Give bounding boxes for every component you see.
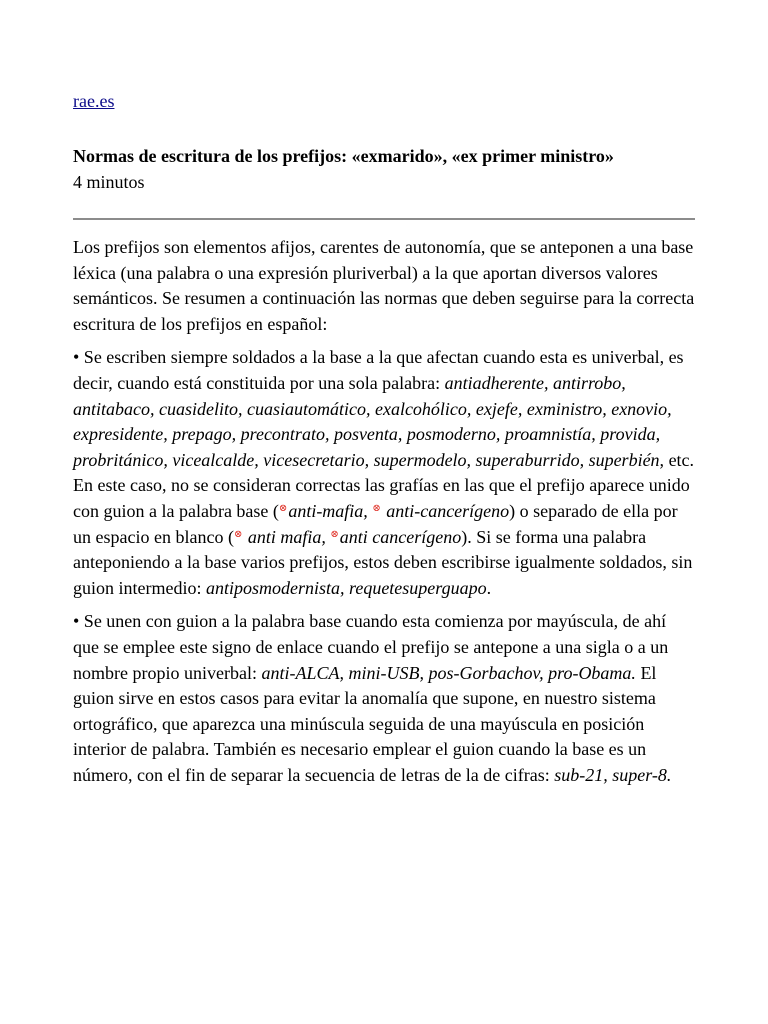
article [73,89,695,788]
intro-paragraph: Los prefijos son elementos afijos, carentes de autonomía, que se anteponen a una base léxica (una palabra o una expresión pluriverbal) a la que aportan diversos valores semánticos. Se resumen a continuación las normas que deben seguirse para la correcta escritura de los prefijos en español: [73,237,695,334]
rule-text: El guion sirve en estos casos para evitar la anomalía que supone, en nuestro sistema ortográfico, que aparezca una minúscula seguida de una mayúscula en posición interior de palabra. También es necesario emplear el guion cuando la base es un número, con el fin de separar la secuencia de letras de la de cifras: [73,662,657,785]
example-words: antiposmodernista, requetesuperguapo [205,577,487,598]
rule-paragraph-hyphen [73,609,695,788]
incorrect-mark-icon: ⊗ [330,528,339,540]
reading-time: 4 minutos [73,172,145,192]
incorrect-mark-icon: ⊗ [278,502,288,514]
rule-text: . [486,577,492,598]
incorrect-example: anti cancerígeno [339,526,462,547]
source-link[interactable]: rae.es [73,91,115,111]
divider [73,218,695,220]
example-words: sub-21, super-8. [554,764,672,785]
incorrect-example: anti-cancerígeno [386,500,510,521]
incorrect-mark-icon: ⊗ [233,528,243,540]
example-words: anti-ALCA, mini-USB, pos-Gorbachov, pro-Obama. [261,662,636,683]
incorrect-mark-icon: ⊗ [372,502,381,514]
example-words: antiadherente, antirrobo, antitabaco, cuasidelito, cuasiautomático, exalcohólico, exjefe, exministro, exnovio, expresidente, prepago, precontrato, posventa, posmoderno, proamnistía, provida, probritánico, vicealcalde, vicesecretario, supermodelo, superaburrido, superbién, [73,372,672,470]
rule-text: ). Si se forma una palabra anteponiendo a la base varios prefijos, estos deben escribirse igualmente soldados, sin guion intermedio: [73,526,693,598]
incorrect-example: anti mafia, [247,526,326,547]
rule-text: • Se escriben siempre soldados a la base a la que afectan cuando esta es univerbal, es decir, cuando está constituida por una sola palabra: [73,347,684,393]
rule-text: etc. En este caso, no se consideran correctas las grafías en las que el prefijo aparece unido con guion a la palabra base ( [73,449,695,521]
rule-text: • Se unen con guion a la palabra base cuando esta comienza por mayúscula, de ahí que se emplee este signo de enlace cuando el prefijo se antepone a una sigla o a un nombre propio univerbal: [73,611,669,683]
rule-text: ) o separado de ella por un espacio en blanco ( [73,500,678,547]
incorrect-example: anti-mafia, [288,500,368,521]
article-title: Normas de escritura de los prefijos: «exmarido», «ex primer ministro» [73,146,614,166]
rule-paragraph-soldered [73,345,695,601]
